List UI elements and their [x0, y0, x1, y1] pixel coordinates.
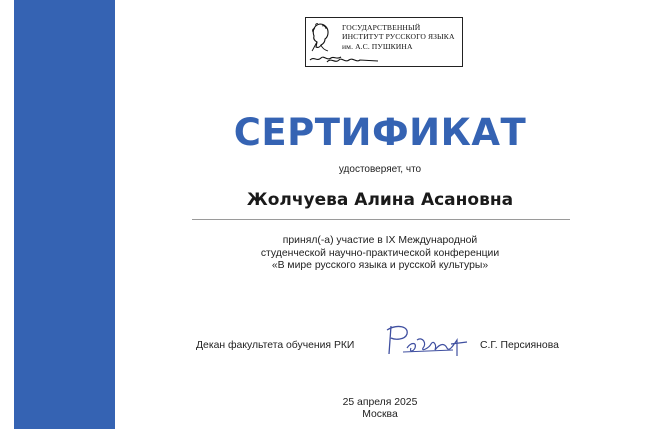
certifies-text: удостоверяет, что: [338, 164, 422, 175]
name-underline: [192, 219, 570, 220]
logo-text: [342, 23, 455, 51]
logo-line-2: ИНСТИТУТ РУССКОГО ЯЗЫКА: [342, 32, 455, 42]
body-line-2: студенческой научно-практической конференции: [260, 247, 500, 259]
dean-title: Декан факультета обучения РКИ: [196, 340, 355, 351]
institute-logo: [305, 17, 463, 67]
pushkin-signature-icon: [326, 54, 381, 66]
logo-line-1: ГОСУДАРСТВЕННЫЙ: [342, 23, 421, 32]
dean-signature-icon: [383, 322, 473, 362]
issue-date: 25 апреля 2025: [342, 397, 418, 408]
blue-side-band: [14, 0, 115, 429]
dean-name: С.Г. Персиянова: [480, 340, 559, 351]
issue-city: Москва: [362, 409, 398, 420]
logo-line-3: им. А.С. ПУШКИНА: [342, 41, 413, 51]
certificate-title: СЕРТИФИКАТ: [233, 111, 527, 154]
body-line-1: принял(-а) участие в IX Международной: [282, 235, 478, 246]
body-line-3: «В мире русского языка и русской культуры»: [271, 260, 489, 271]
recipient-name: Жолчуева Алина Асановна: [246, 190, 514, 210]
participation-text: [190, 235, 570, 273]
